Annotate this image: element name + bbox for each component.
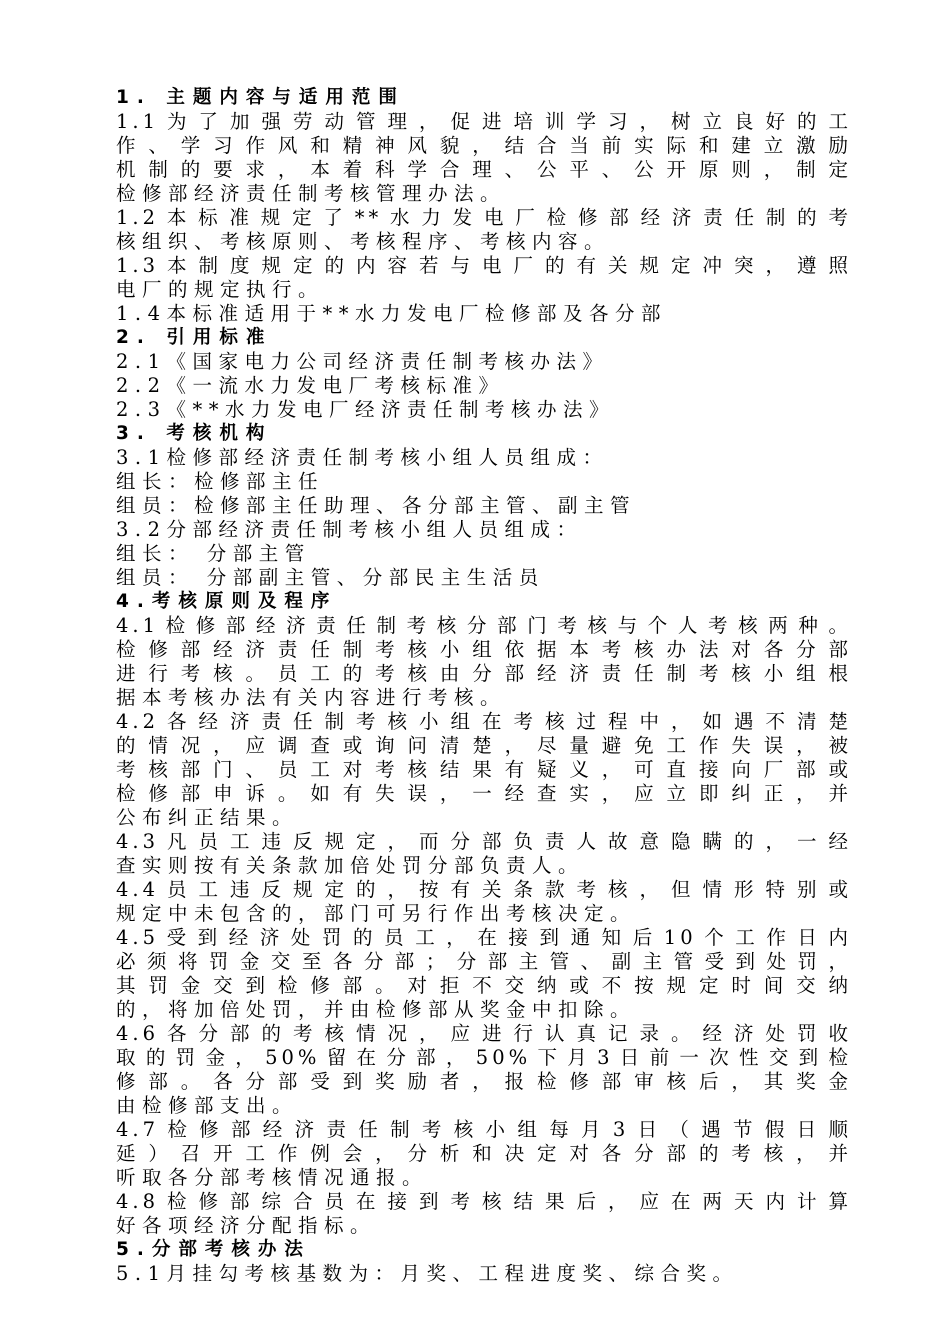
text-line: 的情况，应调查或询问清楚，尽量避免工作失误，被 <box>116 734 852 757</box>
text-line: 3.2分部经济责任制考核小组人员组成： <box>116 518 583 541</box>
text-line: 进行考核。员工的考核由分部经济责任制考核小组根 <box>116 662 852 685</box>
text-line: 1.1为了加强劳动管理，促进培训学习，树立良好的工 <box>116 110 852 133</box>
text-line: 核组织、考核原则、考核程序、考核内容。 <box>116 230 611 253</box>
text-line: 组长：检修部主任 <box>116 470 325 493</box>
text-line: 2.3《**水力发电厂经济责任制考核办法》 <box>116 398 616 421</box>
text-line: 组长： 分部主管 <box>116 542 311 565</box>
text-line: 由检修部支出。 <box>116 1094 299 1117</box>
text-line: 的，将加倍处罚，并由检修部从奖金中扣除。 <box>116 998 637 1021</box>
text-line: 组员： 分部副主管、分部民主生活员 <box>116 566 545 589</box>
text-line: 4.7检修部经济责任制考核小组每月3日（遇节假日顺 <box>116 1118 852 1141</box>
text-line: 据本考核办法有关内容进行考核。 <box>116 686 507 709</box>
text-line: 4.4员工违反规定的，按有关条款考核，但情形特别或 <box>116 878 852 901</box>
text-line: 1.4本标准适用于**水力发电厂检修部及各分部 <box>116 302 668 325</box>
section-heading: 2. 引用标准 <box>116 327 273 348</box>
text-line: 4.3凡员工违反规定，而分部负责人故意隐瞒的，一经 <box>116 830 852 853</box>
text-line: 规定中未包含的，部门可另行作出考核决定。 <box>116 902 637 925</box>
section-heading: 3. 考核机构 <box>116 423 273 444</box>
text-line: 考核部门、员工对考核结果有疑义，可直接向厂部或 <box>116 758 852 781</box>
text-line: 修部。各分部受到奖励者，报检修部审核后，其奖金 <box>116 1070 852 1093</box>
text-line: 5.1月挂勾考核基数为：月奖、工程进度奖、综合奖。 <box>116 1262 739 1285</box>
text-line: 1.3本制度规定的内容若与电厂的有关规定冲突，遵照 <box>116 254 852 277</box>
text-line: 2.1《国家电力公司经济责任制考核办法》 <box>116 350 609 373</box>
text-line: 电厂的规定执行。 <box>116 278 325 301</box>
text-line: 其罚金交到检修部。对拒不交纳或不按规定时间交纳 <box>116 974 852 997</box>
text-line: 4.8检修部综合员在接到考核结果后，应在两天内计算 <box>116 1190 852 1213</box>
text-line: 必须将罚金交至各分部；分部主管、副主管受到处罚， <box>116 950 852 973</box>
text-line: 延）召开工作例会，分析和决定对各分部的考核，并 <box>116 1142 852 1165</box>
section-heading: 5.分部考核办法 <box>116 1239 311 1260</box>
text-line: 公布纠正结果。 <box>116 806 299 829</box>
text-line: 4.1检修部经济责任制考核分部门考核与个人考核两种。 <box>116 614 852 637</box>
text-line: 作、学习作风和精神风貌，结合当前实际和建立激励 <box>116 134 852 157</box>
section-heading: 4.考核原则及程序 <box>116 591 338 612</box>
text-line: 检修部申诉。如有失误，一经查实，应立即纠正，并 <box>116 782 852 805</box>
document-body <box>116 86 852 1286</box>
text-line: 1.2本标准规定了**水力发电厂检修部经济责任制的考 <box>116 206 852 229</box>
text-line: 机制的要求，本着科学合理、公平、公开原则，制定 <box>116 158 852 181</box>
text-line: 检修部经济责任制考核管理办法。 <box>116 182 507 205</box>
text-line: 3.1检修部经济责任制考核小组人员组成： <box>116 446 609 469</box>
text-line: 4.6各分部的考核情况，应进行认真记录。经济处罚收 <box>116 1022 852 1045</box>
text-line: 取的罚金，50%留在分部，50%下月3日前一次性交到检 <box>116 1046 852 1069</box>
text-line: 组员：检修部主任助理、各分部主管、副主管 <box>116 494 637 517</box>
text-line: 2.2《一流水力发电厂考核标准》 <box>116 374 505 397</box>
text-line: 4.5受到经济处罚的员工，在接到通知后10个工作日内 <box>116 926 852 949</box>
text-line: 查实则按有关条款加倍处罚分部负责人。 <box>116 854 585 877</box>
text-line: 听取各分部考核情况通报。 <box>116 1166 429 1189</box>
text-line: 好各项经济分配指标。 <box>116 1214 377 1237</box>
text-line: 检修部经济责任制考核小组依据本考核办法对各分部 <box>116 638 852 661</box>
section-heading: 1. 主题内容与适用范围 <box>116 87 405 108</box>
text-line: 4.2各经济责任制考核小组在考核过程中，如遇不清楚 <box>116 710 852 733</box>
